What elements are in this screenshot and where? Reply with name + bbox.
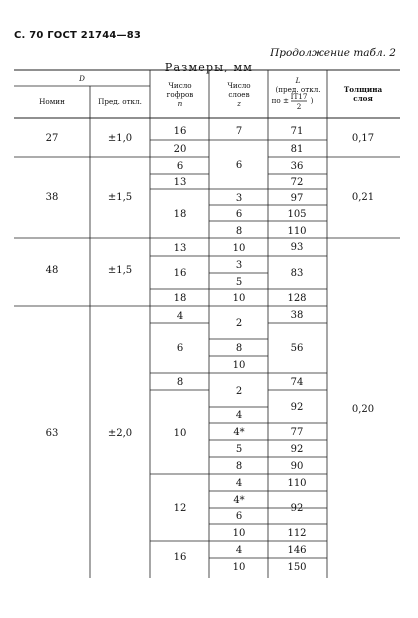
col-l-frac-num: IT17 (290, 92, 308, 101)
z-cell: 4 (235, 478, 243, 489)
n-cell: 13 (173, 243, 187, 254)
l-cell: 110 (287, 226, 307, 237)
l-cell: 92 (290, 444, 304, 455)
n-cell: 18 (173, 293, 187, 304)
l-cell: 74 (290, 377, 304, 388)
thickness-cell: 0,20 (351, 404, 375, 415)
l-cell: 56 (290, 343, 304, 354)
n-cell: 6 (176, 161, 184, 172)
l-cell: 72 (290, 177, 304, 188)
l-cell: 90 (290, 461, 304, 472)
n-cell: 4 (176, 311, 184, 322)
l-cell: 146 (287, 545, 307, 556)
l-cell: 93 (290, 242, 304, 253)
z-cell: 4* (233, 495, 245, 506)
z-cell: 4* (233, 427, 245, 438)
z-cell: 10 (232, 293, 246, 304)
n-cell: 20 (173, 144, 187, 155)
thickness-cell: 0,17 (351, 133, 375, 144)
l-cell: 128 (287, 293, 307, 304)
z-cell: 2 (235, 386, 243, 397)
z-cell: 10 (232, 243, 246, 254)
page-header: С. 70 ГОСТ 21744—83 (14, 30, 142, 41)
thickness-cell: 0,21 (351, 192, 375, 203)
l-cell: 83 (290, 268, 304, 279)
col-l-line3a: по ± (271, 96, 289, 105)
n-cell: 10 (173, 428, 187, 439)
col-n-line1: Число (168, 81, 192, 90)
l-cell: 36 (290, 161, 304, 172)
z-cell: 8 (235, 461, 243, 472)
pred-cell: ±1,0 (107, 133, 133, 144)
nomin-cell: 27 (45, 133, 59, 144)
z-cell: 10 (232, 360, 246, 371)
nomin-cell: 63 (45, 428, 59, 439)
col-l-line2: (пред. откл. (275, 85, 321, 94)
n-cell: 16 (173, 552, 187, 563)
pred-cell: ±2,0 (107, 428, 133, 439)
table-caption: Размеры, мм (164, 61, 254, 74)
col-z-line3: z (237, 99, 241, 108)
z-cell: 10 (232, 528, 246, 539)
n-cell: 8 (176, 377, 184, 388)
continuation-label: Продолжение табл. 2 (270, 47, 396, 59)
l-cell: 97 (290, 193, 304, 204)
n-cell: 16 (173, 268, 187, 279)
pred-cell: ±1,5 (107, 265, 133, 276)
l-cell: 38 (290, 310, 304, 321)
z-cell: 2 (235, 318, 243, 329)
z-cell: 6 (235, 209, 243, 220)
z-cell: 7 (235, 126, 243, 137)
z-cell: 4 (235, 545, 243, 556)
l-cell: 92 (290, 503, 304, 514)
l-cell: 81 (290, 144, 304, 155)
col-nomin: Номин (39, 97, 65, 106)
col-z-line1: Число (227, 81, 251, 90)
z-cell: 8 (235, 343, 243, 354)
l-cell: 105 (287, 209, 307, 220)
l-cell: 71 (290, 126, 304, 137)
col-z-line2: слоев (228, 90, 250, 99)
z-cell: 3 (235, 260, 243, 271)
z-cell: 6 (235, 160, 243, 171)
col-t-line1: Толщина (343, 85, 383, 94)
l-cell: 92 (290, 402, 304, 413)
l-cell: 112 (287, 528, 307, 539)
col-pred-otkl: Пред. откл. (98, 97, 142, 106)
col-l-line1: L (295, 76, 301, 85)
n-cell: 12 (173, 503, 187, 514)
nomin-cell: 48 (45, 265, 59, 276)
l-cell: 150 (287, 562, 307, 573)
l-cell: 110 (287, 478, 307, 489)
z-cell: 8 (235, 226, 243, 237)
col-n-line2: гофров (166, 90, 194, 99)
col-l-frac-den: 2 (296, 102, 302, 111)
nomin-cell: 38 (45, 192, 59, 203)
col-n-line3: n (177, 99, 183, 108)
z-cell: 5 (235, 277, 243, 288)
col-d-group: D (79, 74, 85, 83)
n-cell: 16 (173, 126, 187, 137)
col-l-line3b: ) (310, 96, 314, 105)
z-cell: 10 (232, 562, 246, 573)
l-cell: 77 (290, 427, 304, 438)
z-cell: 5 (235, 444, 243, 455)
z-cell: 6 (235, 511, 243, 522)
pred-cell: ±1,5 (107, 192, 133, 203)
n-cell: 13 (173, 177, 187, 188)
n-cell: 18 (173, 209, 187, 220)
n-cell: 6 (176, 343, 184, 354)
z-cell: 4 (235, 410, 243, 421)
col-t-line2: слоя (353, 94, 373, 103)
z-cell: 3 (235, 193, 243, 204)
